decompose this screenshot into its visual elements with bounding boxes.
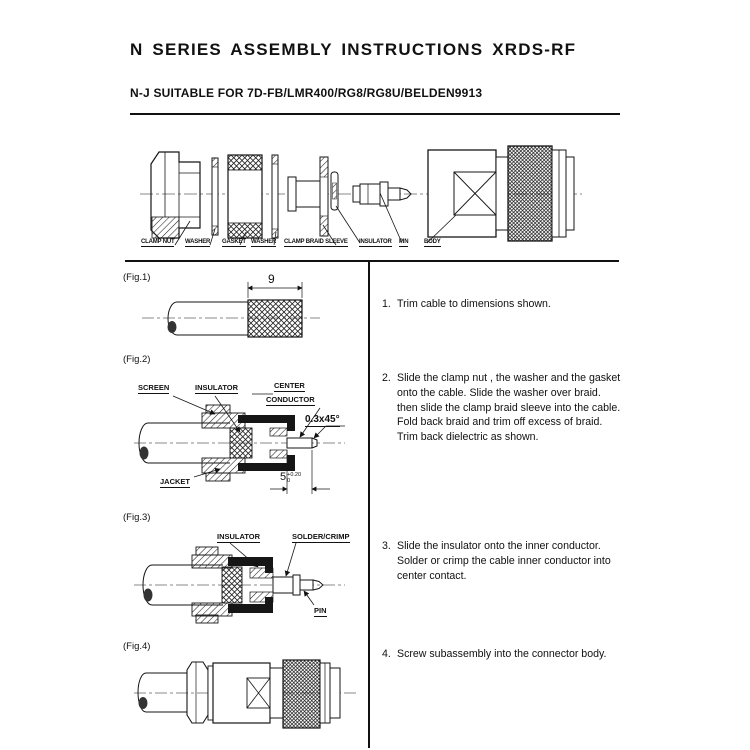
pin-assembly [273, 575, 323, 595]
tol-plus: +0.20 [287, 472, 302, 478]
part-label-clamp-nut: CLAMP NUT [141, 239, 175, 245]
fig4-drawing [130, 652, 375, 750]
fig2-label: (Fig.2) [123, 354, 151, 365]
fig1-dim-9: 9 [268, 272, 275, 286]
assembled-body [208, 660, 340, 728]
dielectric [222, 567, 242, 603]
clamp-nut-drawing [151, 152, 200, 238]
fig2-callout-center: CENTER [274, 381, 305, 390]
body-drawing [428, 146, 574, 241]
fig2-callout-jacket: JACKET [160, 477, 191, 486]
step-text: Screw subassembly into the connector body. [397, 648, 607, 660]
fig2-chamfer-dim: 0.3x45° [305, 414, 340, 425]
tol-minus: 0 [287, 478, 291, 484]
dimension-9 [248, 282, 302, 298]
fig3-label: (Fig.3) [123, 512, 151, 523]
step-number: 4. [382, 648, 391, 660]
fig1-label: (Fig.1) [123, 272, 151, 283]
subtitle-cable-types: N-J SUITABLE FOR 7D-FB/LMR400/RG8/RG8U/BELDEN9913 [130, 86, 483, 100]
fig3-callout-insulator: INSULATOR [217, 532, 261, 541]
dielectric [230, 428, 252, 458]
header-divider [130, 113, 620, 115]
exploded-parts-diagram [132, 133, 612, 255]
step-3 [382, 539, 622, 583]
step-text: Slide the insulator onto the inner conductor. Solder or crimp the cable inner conductor into center contact. [397, 540, 611, 582]
fig2-callout-insulator: INSULATOR [195, 383, 239, 392]
brand-text: XRDS-RF [492, 40, 577, 59]
part-label-pin: PIN [399, 239, 409, 245]
step-number: 2. [382, 372, 391, 384]
part-label-body: BODY [424, 239, 441, 245]
step-1 [382, 297, 622, 312]
part-label-washer2: WASHER [251, 239, 277, 245]
part-label-gasket: GASKET [222, 239, 246, 245]
insulator-drawing [331, 172, 338, 210]
dim-value: 5 [280, 471, 287, 483]
fig3-callout-solder-crimp: SOLDER/CRIMP [292, 532, 350, 541]
clamp-braid-sleeve-drawing [288, 157, 328, 236]
part-label-clamp-braid-sleeve: CLAMP BRAID SLEEVE [284, 239, 348, 245]
fig4-label: (Fig.4) [123, 641, 151, 652]
gasket-drawing [228, 155, 262, 238]
pin-drawing [353, 182, 411, 206]
step-number: 3. [382, 540, 391, 552]
step-text: Trim cable to dimensions shown. [397, 298, 551, 310]
insulator-section [250, 568, 273, 578]
step-2 [382, 371, 622, 445]
washer1-drawing [212, 158, 218, 235]
step-text: Slide the clamp nut , the washer and the gasket onto the cable. Slide the washer over braid. then slide the clamp braid sleeve into the cable. Fold back braid and trim off excess of braid. Trim back dielectric as shown. [397, 372, 621, 444]
fig2-callout-screen: SCREEN [138, 383, 170, 392]
fig2-callout-conductor: CONDUCTOR [266, 395, 315, 404]
section-divider [125, 260, 619, 262]
braid-section [248, 300, 302, 337]
fig3-callout-pin: PIN [314, 606, 327, 615]
conductor-end [168, 321, 177, 333]
title-text: N SERIES ASSEMBLY INSTRUCTIONS [130, 40, 484, 59]
fig1-drawing [130, 268, 375, 352]
part-label-washer1: WASHER [185, 239, 211, 245]
step-number: 1. [382, 298, 391, 310]
step-4 [382, 647, 622, 662]
fig3-drawing [130, 515, 375, 625]
center-conductor [287, 438, 317, 448]
washer2-drawing [272, 155, 278, 238]
fig2-drawing [130, 368, 375, 503]
page-title [130, 40, 576, 60]
assembled-clamp-nut [187, 662, 208, 723]
part-label-insulator: INSULATOR [359, 239, 392, 245]
